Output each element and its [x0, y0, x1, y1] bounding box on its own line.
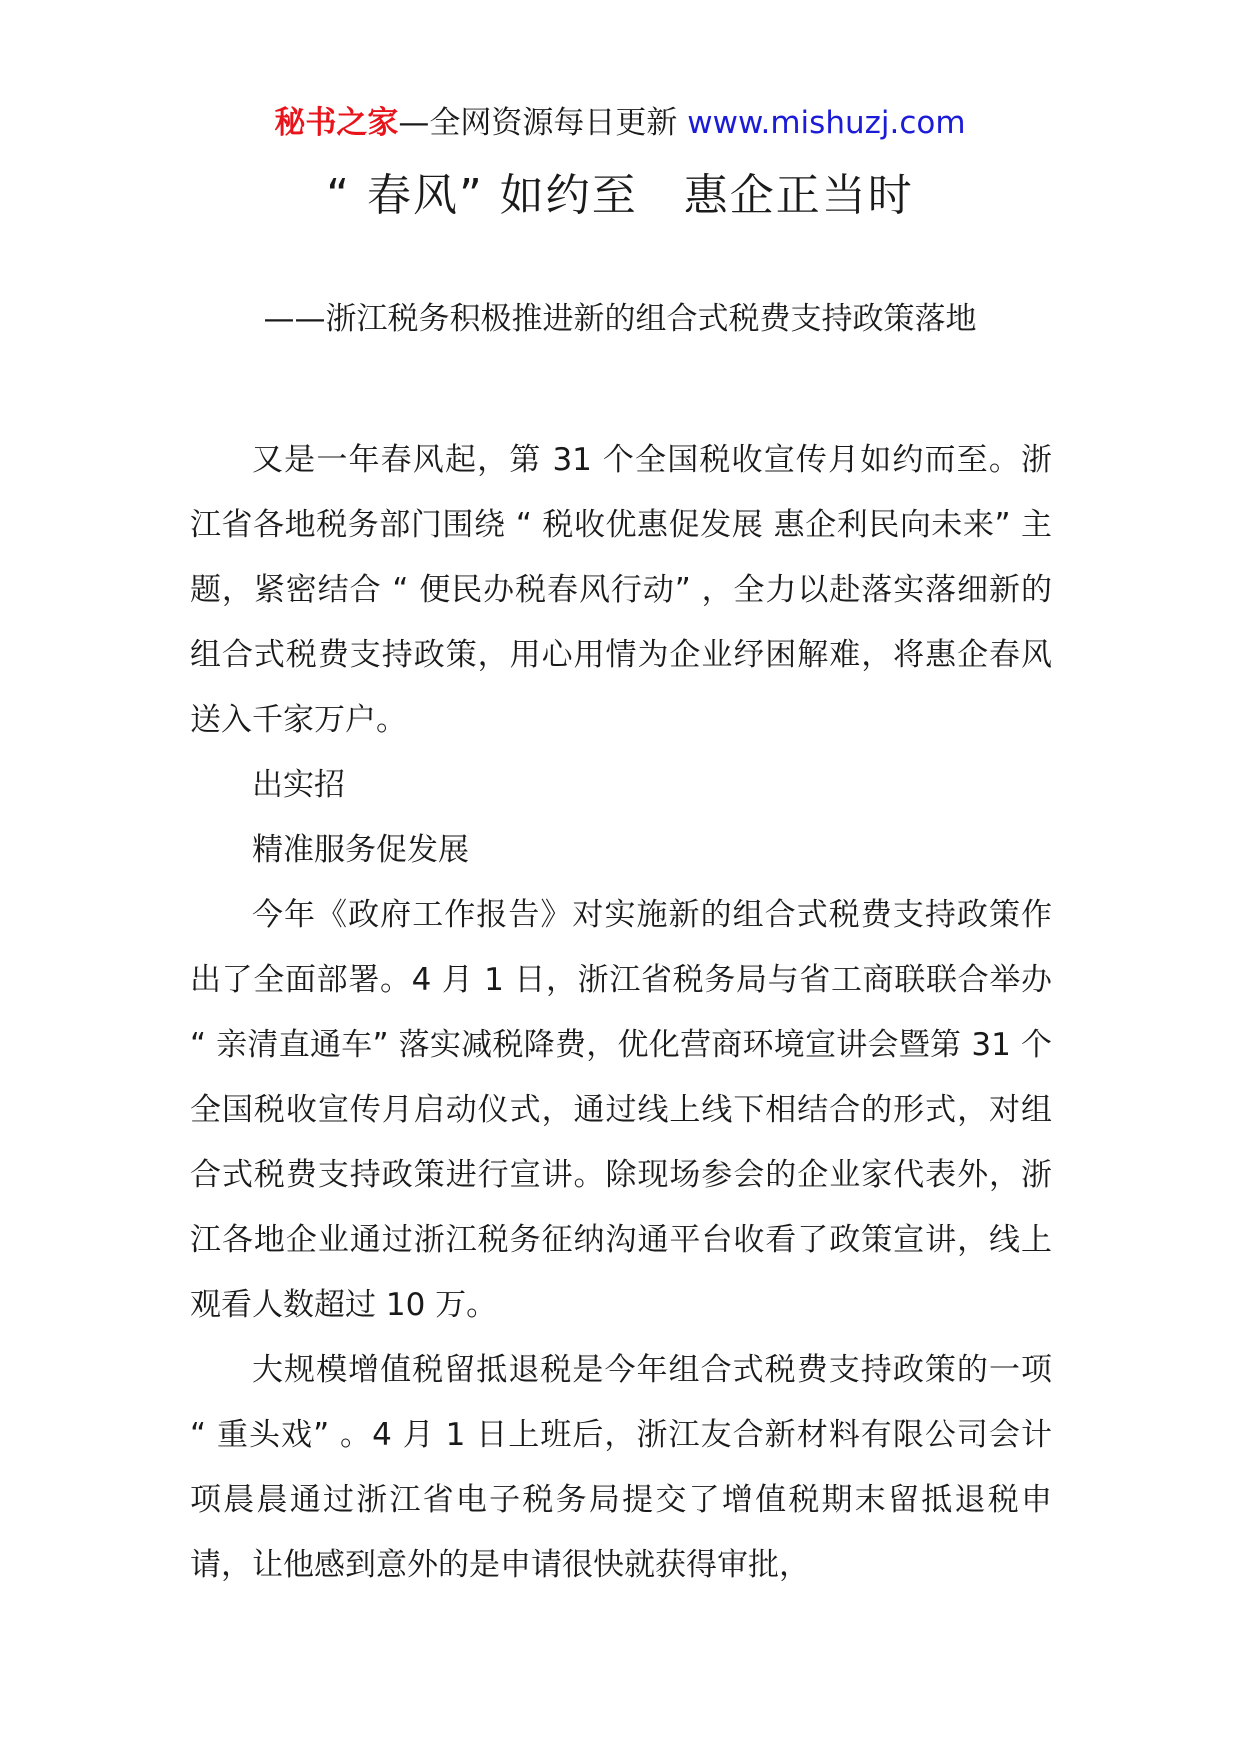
site-header: [0, 100, 1240, 146]
site-tagline: —全网资源每日更新: [398, 105, 678, 141]
section-subheading: 精准服务促发展: [252, 832, 469, 868]
site-url-link[interactable]: www.mishuzj.com: [687, 105, 966, 141]
body-paragraph: 今年《政府工作报告》对实施新的组合式税费支持政策作出了全面部署。4 月 1 日，浙江省税务局与省工商联联合举办 “ 亲清直通车” 落实减税降费，优化营商环境宣讲会暨第 31 个全国税收宣传月启动仪式，通过线上线下相结合的形式，对组合式税费支持政策进行宣讲。除现场参会的企业家代表外，浙江各地企业通过浙江税务征纳沟通平台收看了政策宣讲，线上观看人数超过 10 万。: [190, 897, 1052, 1323]
body-paragraph: 大规模增值税留抵退税是今年组合式税费支持政策的一项 “ 重头戏” 。4 月 1 日上班后，浙江友合新材料有限公司会计项晨晨通过浙江省电子税务局提交了增值税期末留抵退税申请，让他感到意外的是申请很快就获得审批，: [190, 1352, 1052, 1583]
section-heading: 出实招: [252, 767, 345, 803]
brand-name: 秘书之家: [274, 105, 399, 141]
body-paragraph: 又是一年春风起，第 31 个全国税收宣传月如约而至。浙江省各地税务部门围绕 “ 税收优惠促发展 惠企利民向未来” 主题，紧密结合 “ 便民办税春风行动” ，全力以赴落实落细新的组合式税费支持政策，用心用情为企业纾困解难，将惠企春风送入千家万户。: [190, 442, 1052, 738]
document-body: [190, 428, 1052, 1598]
document-title: “ 春风” 如约至 惠企正当时: [326, 170, 914, 221]
document-subtitle: ——浙江税务积极推进新的组合式税费支持政策落地: [263, 301, 977, 337]
